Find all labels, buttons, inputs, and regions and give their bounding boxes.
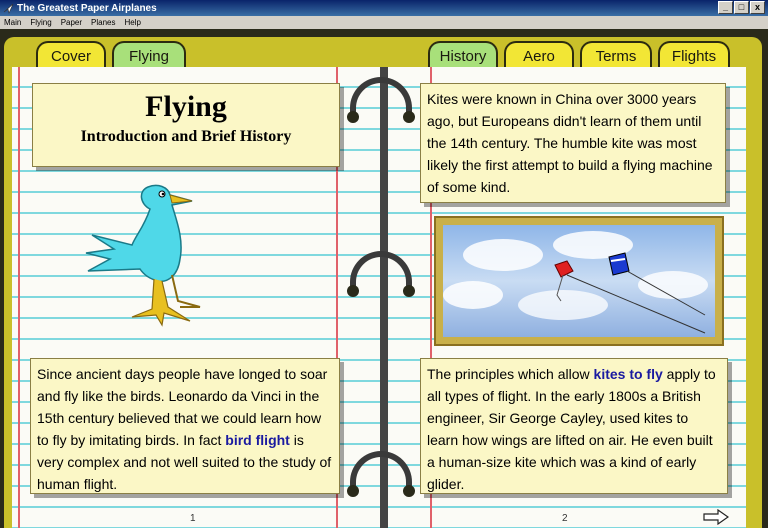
window-titlebar — [0, 0, 768, 16]
intro-panel — [30, 358, 340, 494]
principles-text-start: The principles which allow — [427, 366, 594, 382]
menu-planes[interactable]: Planes — [91, 18, 116, 27]
margin-line — [18, 67, 20, 528]
intro-text-end: is very complex and not well suited to the study of human flight. — [37, 432, 332, 492]
principles-text-end: apply to all types of flight. In the early 1800s a British engineer, Sir George Cayley, used kites to learn how wings are lifted on air. He even built a human-size kite which was a kind of early glider. — [427, 366, 716, 492]
intro-text-start: Since ancient days people have longed to soar and fly like the birds. Leonardo da Vinci in the 15th century believed that we could learn how to fly by imitating birds. In fact — [37, 366, 328, 448]
bird-illustration — [80, 179, 230, 339]
tab-flights[interactable]: Flights — [658, 41, 730, 69]
kites-history-panel — [420, 83, 726, 203]
tab-terms[interactable]: Terms — [580, 41, 652, 69]
kites-to-fly-link[interactable]: kites to fly — [593, 366, 663, 382]
window-title: The Greatest Paper Airplanes — [17, 2, 157, 14]
kite-picture-frame — [436, 218, 722, 344]
restore-button[interactable]: □ — [734, 1, 749, 14]
menu-flying[interactable]: Flying — [30, 18, 52, 27]
tab-history[interactable]: History — [428, 41, 498, 69]
app-icon — [3, 3, 14, 14]
kite-principles-panel — [420, 358, 728, 494]
tab-aero[interactable]: Aero — [504, 41, 574, 69]
next-page-arrow-icon[interactable] — [703, 509, 729, 525]
bird-flight-link[interactable]: bird flight — [225, 432, 290, 448]
tab-flying[interactable]: Flying — [112, 41, 186, 69]
tab-cover[interactable]: Cover — [36, 41, 106, 69]
menu-help[interactable]: Help — [124, 18, 141, 27]
kites-history-text: Kites were known in China over 3000 years ago, but Europeans didn't learn of them until the 14th century. The humble kite was most likely the first attempt to build a flying machine of some kind. — [427, 91, 713, 195]
minimize-button[interactable]: _ — [718, 1, 733, 14]
menubar — [0, 16, 768, 29]
menu-main[interactable]: Main — [4, 18, 22, 27]
close-button[interactable]: x — [750, 1, 765, 14]
menu-paper[interactable]: Paper — [60, 18, 83, 27]
page-number-right: 2 — [562, 513, 568, 524]
window-controls — [718, 1, 765, 14]
page-number-left: 1 — [190, 513, 196, 524]
title-panel — [32, 83, 340, 167]
book-app — [0, 29, 768, 528]
page-title: Flying — [145, 90, 227, 123]
kite-illustration — [443, 225, 715, 337]
page-subtitle: Introduction and Brief History — [80, 128, 292, 145]
